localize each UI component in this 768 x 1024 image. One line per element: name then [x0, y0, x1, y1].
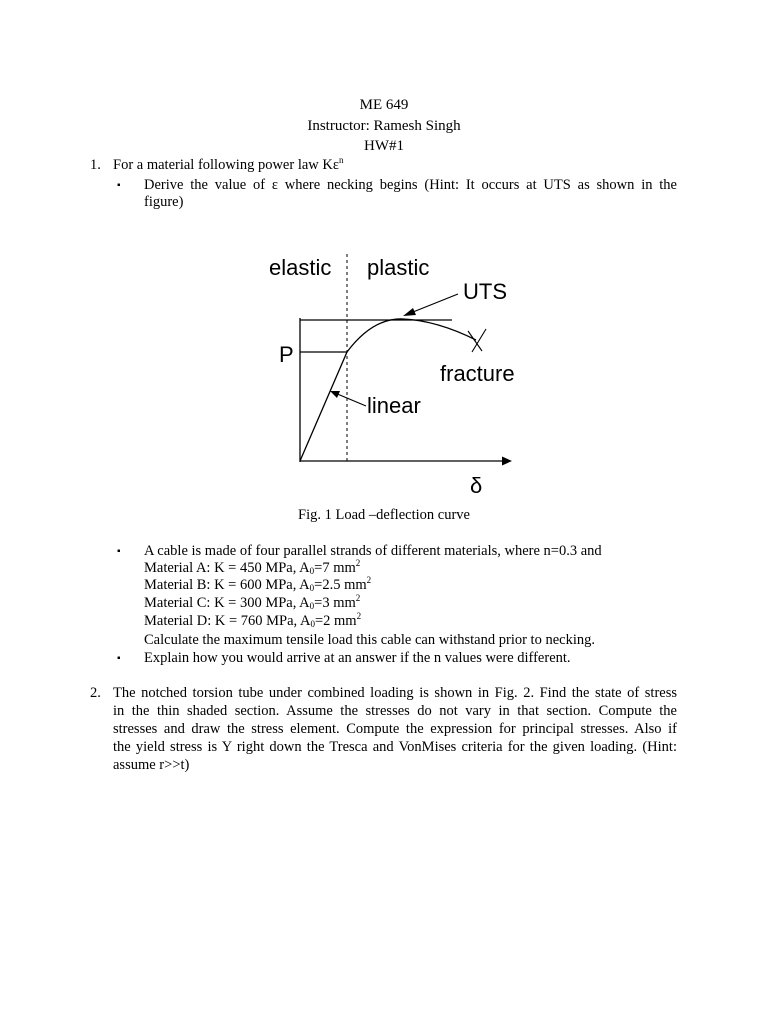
- label-linear: linear: [367, 393, 421, 418]
- q2-line1: The notched torsion tube under combined loading is shown in Fig. 2. Find the state of stress: [113, 685, 677, 701]
- q2-line4: the yield stress is Y right down the Tresca and VonMises criteria for the given loading. (Hint:: [113, 739, 677, 755]
- q2-line2: in the thin shaded section. Assume the stresses do not vary in that section. Compute the: [113, 703, 677, 719]
- label-p: P: [279, 342, 294, 367]
- q1-epsilon: ε: [332, 157, 339, 173]
- material-d-sup: 2: [356, 611, 362, 621]
- q1-exponent: n: [338, 155, 344, 165]
- q2-line3: stresses and draw the stress element. Compute the expression for principal stresses. Also if: [113, 721, 677, 737]
- material-d: [144, 613, 361, 631]
- q1-bullet2-line1: A cable is made of four parallel strands of different materials, where n=0.3 and: [144, 543, 602, 559]
- material-c-sub: 0: [309, 601, 315, 611]
- homework-title: HW#1: [364, 138, 404, 154]
- material-d-value: =2 mm: [314, 613, 357, 629]
- material-a-sup: 2: [355, 558, 361, 568]
- label-fracture: fracture: [440, 361, 515, 386]
- material-c-prefix: Material C: K = 300 MPa, A: [144, 595, 310, 611]
- q2-number: 2.: [90, 685, 101, 701]
- bullet-icon: ▪: [117, 546, 121, 557]
- material-d-sub: 0: [310, 619, 315, 629]
- material-d-prefix: Material D: K = 760 MPa, A: [144, 613, 311, 629]
- linear-arrow-head: [330, 391, 340, 398]
- label-plastic: plastic: [367, 255, 430, 280]
- material-b-sup: 2: [366, 575, 372, 585]
- load-curve: [300, 319, 476, 461]
- q1-bullet2-question: Calculate the maximum tensile load this cable can withstand prior to necking.: [144, 632, 595, 648]
- material-c-sup: 2: [355, 593, 361, 603]
- x-axis-arrowhead: [502, 457, 512, 466]
- material-a-sub: 0: [309, 566, 315, 576]
- material-a-value: =7 mm: [314, 560, 356, 576]
- q1-text-main: For a material following power law K: [113, 157, 333, 173]
- material-b-value: =2.5 mm: [314, 577, 367, 593]
- bullet-icon: ▪: [117, 180, 121, 191]
- label-elastic: elastic: [269, 255, 332, 280]
- q1-bullet1-line1: Derive the value of ε where necking begins (Hint: It occurs at UTS as shown in the: [144, 177, 677, 193]
- bullet-icon: ▪: [117, 653, 121, 664]
- linear-arrow-shaft: [335, 393, 366, 406]
- material-b-sub: 0: [309, 583, 315, 593]
- material-a: [144, 560, 360, 578]
- material-a-prefix: Material A: K = 450 MPa, A: [144, 560, 310, 576]
- q1-bullet3: Explain how you would arrive at an answer if the n values were different.: [144, 650, 571, 666]
- figure-caption: Fig. 1 Load –deflection curve: [298, 507, 470, 523]
- uts-arrow-head: [403, 308, 416, 316]
- material-c-value: =3 mm: [314, 595, 356, 611]
- material-b: [144, 577, 371, 595]
- label-uts: UTS: [463, 279, 507, 304]
- material-c: [144, 595, 360, 613]
- q2-line5: assume r>>t): [113, 757, 190, 773]
- label-delta: δ: [470, 473, 483, 498]
- q1-number: 1.: [90, 157, 101, 173]
- q1-bullet1-line2: figure): [144, 194, 184, 210]
- material-b-prefix: Material B: K = 600 MPa, A: [144, 577, 310, 593]
- uts-arrow-shaft: [408, 294, 458, 314]
- course-title: ME 649: [359, 97, 409, 113]
- instructor-line: Instructor: Ramesh Singh: [307, 118, 461, 134]
